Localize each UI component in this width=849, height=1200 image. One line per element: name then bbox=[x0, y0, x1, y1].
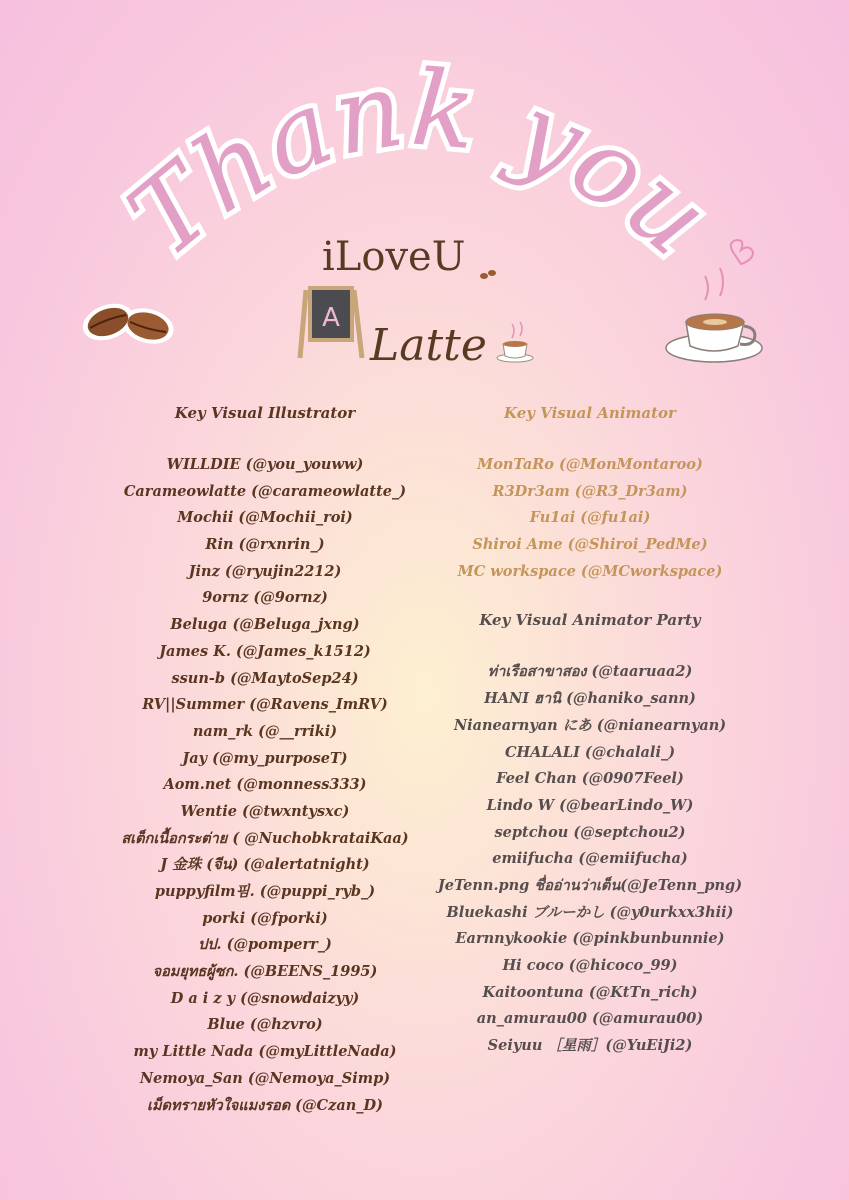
credit-line: an_amurau00 (@amurau00) bbox=[476, 1010, 704, 1028]
illustrator-section bbox=[95, 400, 435, 1119]
credit-line: Shiroi Ame (@Shiroi_PedMe) bbox=[472, 536, 708, 554]
credit-line: D a i z y (@snowdaizyy) bbox=[170, 989, 360, 1007]
credit-line: ssun-b (@MaytoSep24) bbox=[171, 669, 359, 687]
animator-title: Key Visual Animator bbox=[504, 404, 676, 422]
credit-line: MC workspace (@MCworkspace) bbox=[457, 562, 723, 580]
credit-line: Aom.net (@monness333) bbox=[163, 776, 367, 794]
credit-line: puppyfilm핌. (@puppi_ryb_) bbox=[154, 883, 376, 900]
credit-line: Nianearnyan にあ (@nianearnyan) bbox=[453, 716, 727, 734]
credit-line: Mochii (@Mochii_roi) bbox=[177, 509, 353, 527]
headline-title: Thank you bbox=[105, 46, 735, 281]
logo-line1: iLoveU bbox=[322, 234, 466, 280]
logo-line2: Latte bbox=[370, 320, 487, 371]
credit-line: WILLDIE (@you_youww) bbox=[166, 456, 364, 473]
credit-line: R3Dr3am (@R3_Dr3am) bbox=[492, 482, 688, 500]
coffee-cup-icon bbox=[666, 240, 762, 362]
credit-line: porki (@fporki) bbox=[202, 909, 328, 927]
credit-line: septchou (@septchou2) bbox=[494, 823, 686, 841]
credit-line: MonTaRo (@MonMontaroo) bbox=[477, 456, 703, 473]
credit-line: Kaitoontuna (@KtTn_rich) bbox=[482, 983, 698, 1001]
credit-line: 9ornz (@9ornz) bbox=[202, 589, 328, 607]
credit-line: Feel Chan (@0907Feel) bbox=[496, 770, 684, 788]
section-spacer bbox=[420, 585, 760, 607]
credit-line: Nemoya_San (@Nemoya_Simp) bbox=[139, 1069, 391, 1087]
credit-line: Blue (@hzvro) bbox=[207, 1016, 323, 1034]
credit-line: HANI ฮานิ (@haniko_sann) bbox=[484, 690, 696, 708]
credit-line: Bluekashi ブルーかし (@y0urkxx3hii) bbox=[446, 903, 734, 921]
credit-line: Wentie (@twxntysxc) bbox=[180, 802, 350, 820]
credit-line: เม็ดทรายหัวใจแมงรอด (@Czan_D) bbox=[147, 1096, 383, 1114]
credit-line: Carameowlatte (@carameowlatte_) bbox=[123, 482, 407, 500]
credit-line: Jay (@my_purposeT) bbox=[182, 749, 348, 767]
credit-line: Hi coco (@hicoco_99) bbox=[502, 957, 678, 974]
credit-line: Fu1ai (@fu1ai) bbox=[529, 509, 651, 527]
credit-line: my Little Nada (@myLittleNada) bbox=[133, 1043, 397, 1061]
credit-line: JeTenn.png ชื่ออ่านว่าเต็น(@JeTenn_png) bbox=[437, 876, 743, 894]
credit-line: Jinz (@ryujin2212) bbox=[188, 562, 342, 580]
credit-line: RV||Summer (@Ravens_ImRV) bbox=[142, 696, 388, 714]
credit-line: จอมยุทธผู้ซก. (@BEENS_1995) bbox=[152, 963, 378, 981]
credit-line: Lindo W (@bearLindo_W) bbox=[486, 796, 694, 814]
credit-line: James K. (@James_k1512) bbox=[159, 642, 371, 660]
logo bbox=[300, 234, 533, 371]
animator-party-title: Key Visual Animator Party bbox=[479, 611, 701, 630]
credit-line: Rin (@rxnrin_) bbox=[205, 536, 325, 554]
credit-line: nam_rk (@__rriki) bbox=[192, 722, 338, 740]
illustrator-title: Key Visual Illustrator bbox=[174, 404, 356, 422]
credit-line: J 金珠 (จีน) (@alertatnight) bbox=[160, 856, 370, 874]
credit-line: Earnnykookie (@pinkbunbunnie) bbox=[455, 930, 725, 948]
svg-text:A: A bbox=[322, 303, 340, 333]
coffee-beans-icon bbox=[78, 297, 178, 349]
credit-line: CHALALI (@chalali_) bbox=[504, 743, 676, 761]
chalkboard-icon bbox=[300, 288, 362, 358]
small-cup-icon bbox=[497, 322, 533, 362]
credit-line: ท่าเรือสาขาสอง (@taaruaa2) bbox=[487, 663, 693, 681]
credit-line: emiifucha (@emiifucha) bbox=[492, 850, 688, 868]
credit-line: Beluga (@Beluga_jxng) bbox=[170, 616, 360, 634]
credit-line: ปป. (@pomperr_) bbox=[198, 936, 332, 954]
header-art bbox=[0, 0, 849, 390]
credit-line: Seiyuu ［星雨］(@YuEiJi2) bbox=[487, 1037, 693, 1055]
credit-line: สเต็กเนื้อกระต่าย ( @NuchobkrataiKaa) bbox=[121, 829, 409, 847]
animator-sections bbox=[420, 400, 760, 1060]
